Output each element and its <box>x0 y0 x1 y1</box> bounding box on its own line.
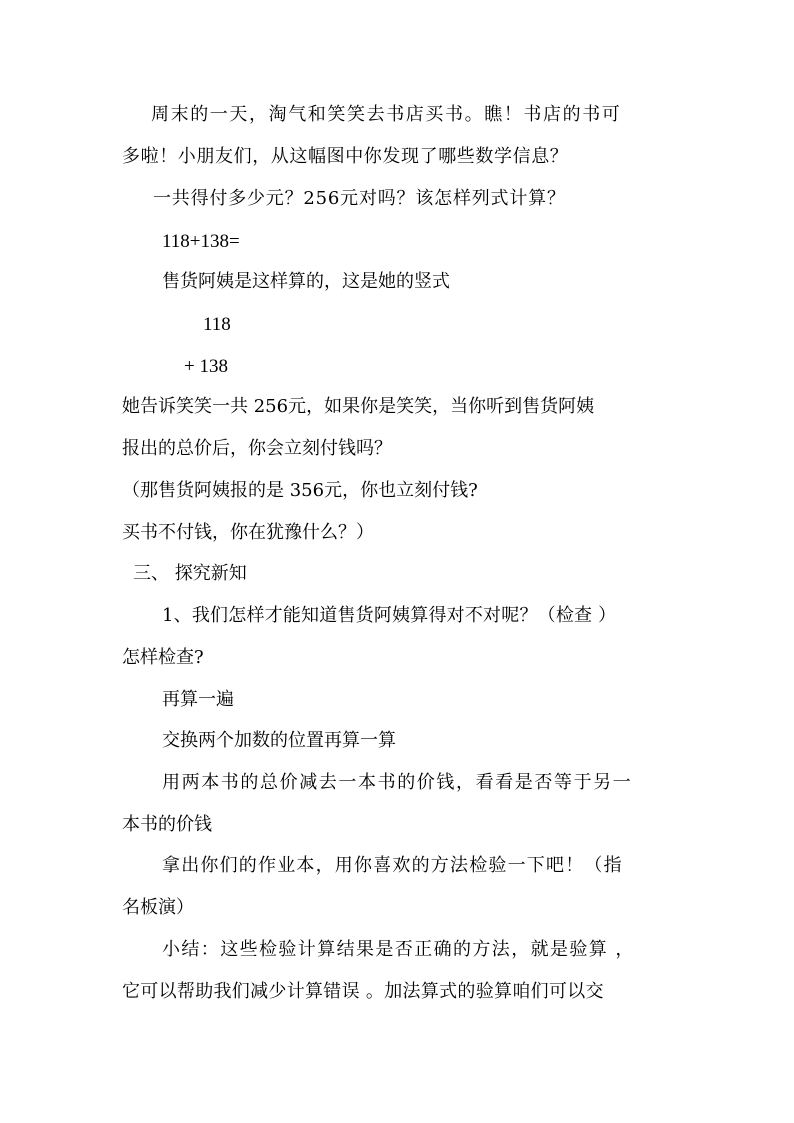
paragraph-line-6: 买书不付钱，你在犹豫什么？） <box>122 522 374 543</box>
method-1: 再算一遍 <box>162 689 234 710</box>
question-line: 一共得付多少元？256元对吗？该怎样列式计算？ <box>153 188 566 209</box>
vertical-addend-2: + 138 <box>184 356 228 377</box>
equation-line: 118+138= <box>162 231 240 252</box>
question-1-followup: 怎样检查? <box>122 647 204 668</box>
paragraph-line-3: 她告诉笑笑一共 256元，如果你是笑笑，当你听到售货阿姨 <box>122 396 595 417</box>
paragraph-line-4: 报出的总价后，你会立刻付钱吗？ <box>122 438 392 459</box>
paragraph-line-5: （那售货阿姨报的是 356元，你也立刻付钱? <box>122 480 478 501</box>
method-2: 交换两个加数的位置再算一算 <box>162 730 396 751</box>
summary-line-1: 小结：这些检验计算结果是否正确的方法，就是验算 ， <box>162 939 635 960</box>
exercise-line-1: 拿出你们的作业本，用你喜欢的方法检验一下吧！（指 <box>162 855 623 876</box>
summary-line-2: 它可以帮助我们减少计算错误 。加法算式的验算咱们可以交 <box>122 981 604 1002</box>
question-1-line: 1、我们怎样才能知道售货阿姨算得对不对呢？（检查 ） <box>162 605 617 626</box>
paragraph-line-2: 多啦！小朋友们，从这幅图中你发现了哪些数学信息？ <box>122 146 569 167</box>
method-3-line-2: 本书的价钱 <box>122 814 212 835</box>
method-3-line-1: 用两本书的总价减去一本书的价钱，看看是否等于另一 <box>162 772 633 793</box>
paragraph-line-1: 周末的一天，淘气和笑笑去书店买书。瞧！书店的书可 <box>151 104 622 125</box>
exercise-line-2: 名板演） <box>122 897 194 918</box>
vertical-addend-1: 118 <box>203 314 231 335</box>
section-heading: 三、 探究新知 <box>133 563 247 584</box>
vertical-form-intro: 售货阿姨是这样算的，这是她的竖式 <box>162 271 450 292</box>
